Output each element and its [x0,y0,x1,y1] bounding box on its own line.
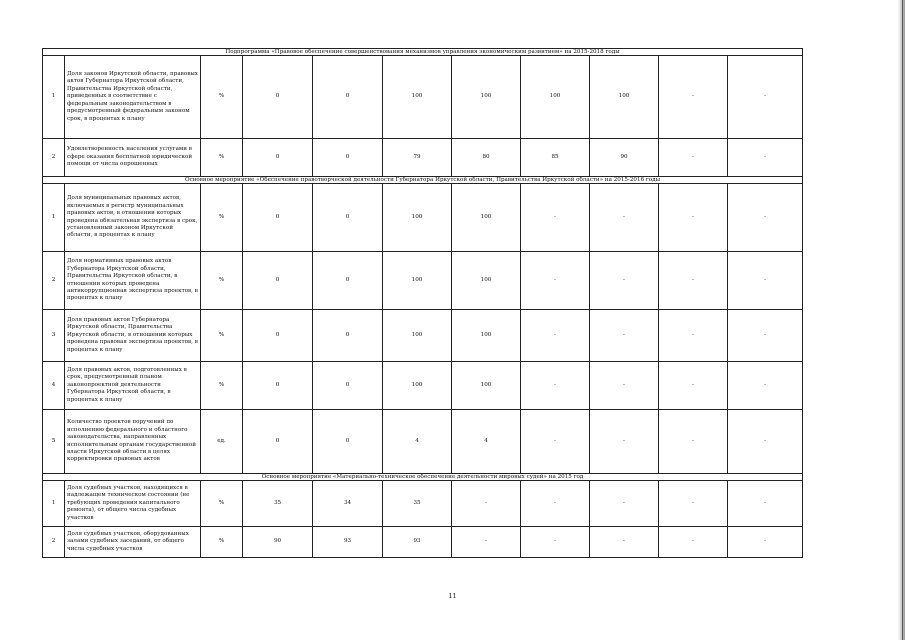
section-header-row [43,49,803,56]
value-cell: 0 [313,252,383,310]
value-cell: - [659,139,728,177]
row-number: 1 [43,56,65,139]
value-cell: 90 [590,139,659,177]
value-cell: 100 [383,252,452,310]
value-cell: 100 [383,310,452,362]
value-cell: - [659,184,728,252]
unit-cell: % [201,252,243,310]
value-cell: - [728,56,803,139]
row-number: 2 [43,252,65,310]
section-title: Основное мероприятие «Обеспечение правотворческой деятельности Губернатора Иркутской области, Правительства Иркутской области» на 2015-2016 годы [43,177,803,184]
value-cell: 90 [243,527,313,558]
section-header-row [43,177,803,184]
indicator-name: Доля правовых актов, подготовленных в срок, предусмотренный планом законопроектной деятельности Губернатора Иркутской области, в процентах к плану [65,362,201,410]
value-cell: - [659,56,728,139]
value-cell: 35 [383,481,452,527]
row-number: 4 [43,362,65,410]
table-row [43,252,803,310]
value-cell: - [521,362,590,410]
row-number: 1 [43,481,65,527]
row-number: 3 [43,310,65,362]
value-cell: 35 [243,481,313,527]
value-cell: 100 [452,56,521,139]
unit-cell: % [201,362,243,410]
value-cell: 0 [313,310,383,362]
page-number: 11 [448,592,457,600]
indicator-name: Доля правовых актов Губернатора Иркутской области, Правительства Иркутской области, в отношении которых проведена правовая экспертиза проектов, в процентах к плану [65,310,201,362]
table-row [43,184,803,252]
value-cell: - [521,410,590,474]
value-cell: 0 [243,410,313,474]
value-cell: - [452,527,521,558]
indicator-name: Количество проектов поручений по исполнению федерального и областного законодательства, направленных исполнительным органам государственной власти Иркутской области в целях корректировки правовых актов [65,410,201,474]
value-cell: - [728,410,803,474]
value-cell: 0 [243,139,313,177]
value-cell: - [452,481,521,527]
value-cell: - [590,527,659,558]
value-cell: - [659,310,728,362]
value-cell: - [590,310,659,362]
value-cell: - [728,362,803,410]
value-cell: - [728,252,803,310]
section-title: Подпрограмма «Правовое обеспечение совершенствования механизмов управления экономическим развитием» на 2015-2018 годы [43,49,803,56]
value-cell: 0 [243,362,313,410]
value-cell: 0 [243,184,313,252]
value-cell: - [659,481,728,527]
value-cell: - [590,362,659,410]
value-cell: 85 [521,139,590,177]
indicator-name: Доля законов Иркутской области, правовых актов Губернатора Иркутской области, Правительства Иркутской области, приведенных в соответствие с федеральным законодательством в предусмотренный федеральным законом срок, в процентах к плану [65,56,201,139]
value-cell: - [521,481,590,527]
row-number: 1 [43,184,65,252]
indicators-table [42,48,803,558]
value-cell: 100 [452,252,521,310]
value-cell: - [590,252,659,310]
indicator-name: Доля муниципальных правовых актов, включаемых в регистр муниципальных правовых актов, в отношении которых проведена обязательная экспертиза в срок, установленный законом Иркутской области, в процентах к плану [65,184,201,252]
value-cell: - [590,481,659,527]
row-number: 5 [43,410,65,474]
table-row [43,139,803,177]
value-cell: 100 [383,184,452,252]
indicator-name: Доля нормативных правовых актов Губернатора Иркутской области, Правительства Иркутской области, в отношении которых проведена антикоррупционная экспертиза проектов, в процентах к плану [65,252,201,310]
value-cell: - [728,184,803,252]
value-cell: 100 [590,56,659,139]
indicator-name: Доля судебных участков, оборудованных залами судебных заседаний, от общего числа судебных участков [65,527,201,558]
value-cell: 4 [383,410,452,474]
unit-cell: ед. [201,410,243,474]
table-row [43,481,803,527]
indicator-name: Удовлетворенность населения услугами в сфере оказания бесплатной юридической помощи от числа опрошенных [65,139,201,177]
value-cell: - [659,527,728,558]
indicator-name: Доля судебных участков, находящихся в надлежащем техническом состоянии (не требующих проведения капитального ремонта), от общего числа судебных участков [65,481,201,527]
value-cell: 0 [243,56,313,139]
value-cell: 4 [452,410,521,474]
unit-cell: % [201,527,243,558]
value-cell: 80 [452,139,521,177]
value-cell: 100 [383,362,452,410]
row-number: 2 [43,527,65,558]
value-cell: - [728,527,803,558]
table-body [43,49,803,558]
value-cell: 0 [313,139,383,177]
value-cell: 93 [383,527,452,558]
value-cell: - [728,310,803,362]
value-cell: - [521,527,590,558]
section-header-row [43,474,803,481]
value-cell: - [521,184,590,252]
value-cell: 0 [313,56,383,139]
unit-cell: % [201,139,243,177]
value-cell: - [521,310,590,362]
table-row [43,410,803,474]
value-cell: 100 [521,56,590,139]
unit-cell: % [201,184,243,252]
value-cell: 100 [452,184,521,252]
table-row [43,527,803,558]
unit-cell: % [201,310,243,362]
value-cell: 0 [313,184,383,252]
value-cell: - [659,362,728,410]
value-cell: - [659,252,728,310]
value-cell: - [728,139,803,177]
value-cell: 100 [452,362,521,410]
scan-edge [898,0,905,640]
value-cell: 0 [243,310,313,362]
unit-cell: % [201,481,243,527]
value-cell: - [590,184,659,252]
section-title: Основное мероприятие «Материально-техническое обеспечение деятельности мировых судей» на 2015 год [43,474,803,481]
value-cell: - [728,481,803,527]
value-cell: - [590,410,659,474]
unit-cell: % [201,56,243,139]
value-cell: 0 [313,362,383,410]
table-row [43,362,803,410]
table-row [43,310,803,362]
table-row [43,56,803,139]
value-cell: - [521,252,590,310]
value-cell: - [659,410,728,474]
value-cell: 93 [313,527,383,558]
value-cell: 34 [313,481,383,527]
row-number: 2 [43,139,65,177]
value-cell: 79 [383,139,452,177]
value-cell: 0 [313,410,383,474]
value-cell: 0 [243,252,313,310]
value-cell: 100 [452,310,521,362]
value-cell: 100 [383,56,452,139]
